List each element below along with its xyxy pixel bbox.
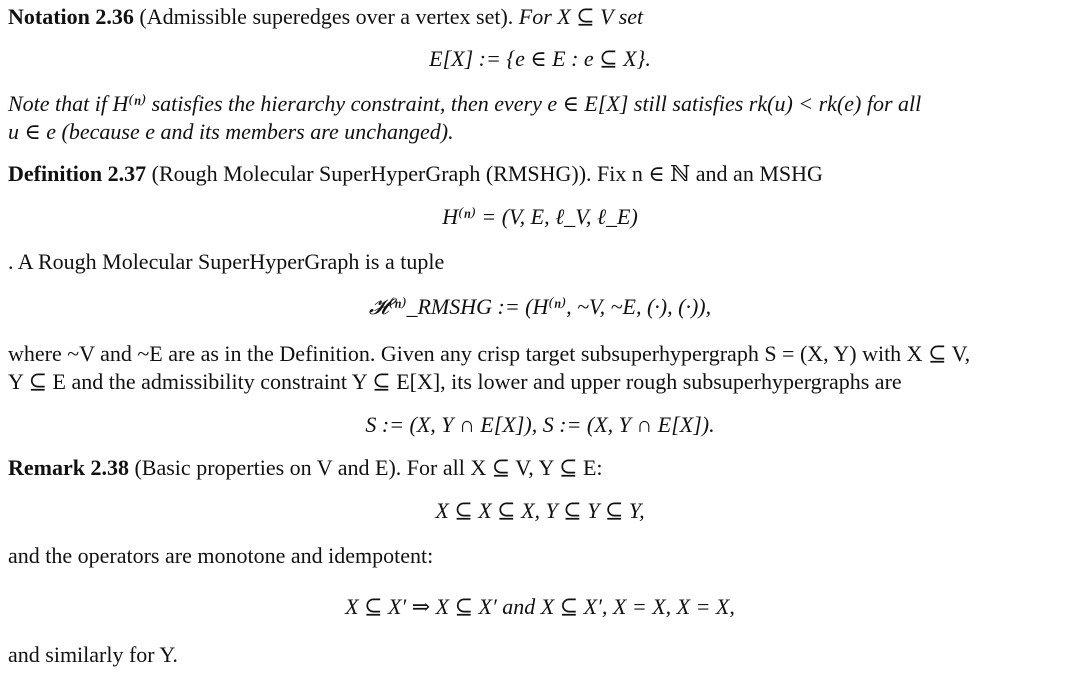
remark-label: Remark 2.38: [8, 455, 129, 480]
remark-lead: For all X ⊆ V, Y ⊆ E:: [406, 455, 603, 480]
remark-inclusions: X ⊆ X ⊆ X, Y ⊆ Y ⊆ Y,: [435, 498, 645, 523]
notation-name: (Admissible superedges over a vertex set).: [139, 4, 514, 29]
remark-monotone-formula: X ⊆ X′ ⇒ X ⊆ X′ and X ⊆ X′, X = X, X = X,: [345, 594, 735, 619]
notation-note-line1: Note that if H⁽ⁿ⁾ satisfies the hierarchy constraint, then every e ∈ E[X] still satisfies rk(u) < rk(e) for all: [8, 91, 922, 116]
remark-heading: [8, 454, 603, 482]
definition-tuple-line: . A Rough Molecular SuperHyperGraph is a tuple: [8, 249, 445, 274]
definition-tuple-formula: 𝓗⁽ⁿ⁾_RMSHG := (H⁽ⁿ⁾, ~V, ~E, (·), (·)),: [368, 294, 712, 319]
remark-closing: and similarly for Y.: [8, 642, 178, 667]
definition-label: Definition 2.37: [8, 161, 147, 186]
definition-lead: Fix n ∈ ℕ and an MSHG: [597, 161, 823, 186]
definition-formula: H⁽ⁿ⁾ = (V, E, ℓ_V, ℓ_E): [442, 204, 638, 229]
remark-monotone-line: and the operators are monotone and idempotent:: [8, 543, 434, 568]
definition-where-line2: Y ⊆ E and the admissibility constraint Y ⊆ E[X], its lower and upper rough subsuperhypergraphs are: [8, 369, 902, 394]
definition-name: (Rough Molecular SuperHyperGraph (RMSHG)).: [151, 161, 592, 186]
notation-formula: E[X] := {e ∈ E : e ⊆ X}.: [429, 46, 651, 71]
definition-heading: [8, 160, 823, 188]
notation-heading: [8, 3, 643, 31]
notation-note-line2: u ∈ e (because e and its members are unchanged).: [8, 119, 454, 144]
remark-name: (Basic properties on V and E).: [134, 455, 402, 480]
definition-lower-upper: S := (X, Y ∩ E[X]), S := (X, Y ∩ E[X]).: [365, 412, 715, 437]
notation-label: Notation 2.36: [8, 4, 134, 29]
definition-where-line1: where ~V and ~E are as in the Definition. Given any crisp target subsuperhypergraph S = (X, Y) with X ⊆ V,: [8, 341, 971, 366]
notation-lead: For X ⊆ V set: [518, 4, 644, 29]
